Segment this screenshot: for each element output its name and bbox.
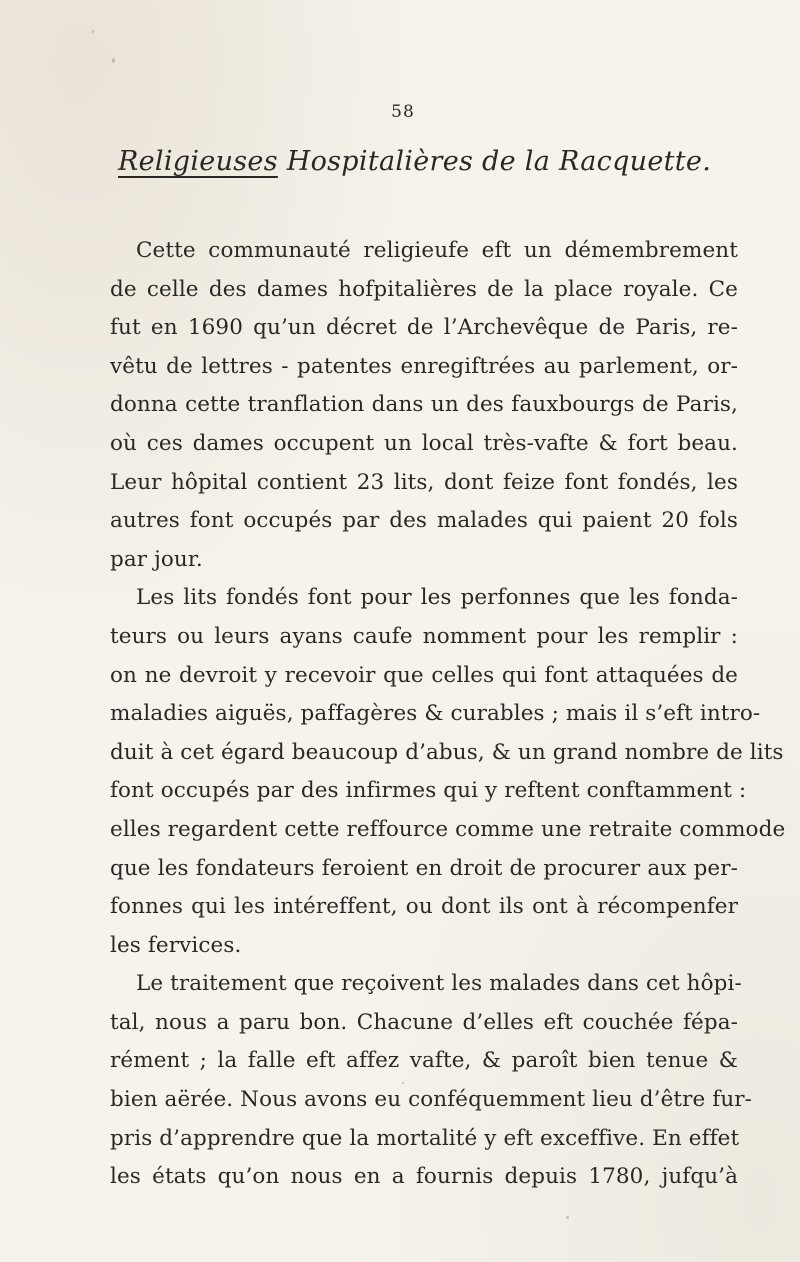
text-line: où ces dames occupent un local très-vafte & fort beau.: [110, 430, 738, 456]
text-line: Les lits fondés font pour les perfonnes que les fonda-: [136, 585, 738, 611]
text-line: donna cette tranflation dans un des fauxbourgs de Paris,: [110, 392, 738, 418]
body-text: [110, 232, 786, 1197]
text-line: les fervices.: [110, 932, 242, 958]
text-line: on ne devroit y recevoir que celles qui font attaquées de: [110, 662, 738, 688]
heading-part-1: Religieuses: [118, 146, 278, 177]
text-line: pris d’apprendre que la mortalité y eft exceffive. En effet: [110, 1125, 740, 1151]
text-line: vêtu de lettres - patentes enregiftrées au parlement, or-: [110, 353, 738, 379]
text-line: font occupés par des infirmes qui y reftent conftamment :: [110, 778, 747, 804]
paper-speck: [566, 1216, 569, 1219]
text-line: rément ; la falle eft affez vafte, & paroît bien tenue &: [110, 1048, 738, 1074]
text-line: Leur hôpital contient 23 lits, dont feize font fondés, les: [110, 469, 738, 495]
section-heading: [118, 146, 738, 177]
text-line: tal, nous a paru bon. Chacune d’elles eft couchée fépa-: [110, 1009, 738, 1035]
heading-part-2: Hospitalières de la Racquette.: [286, 146, 712, 177]
text-line: les états qu’on nous en a fournis depuis 1780, jufqu’à: [110, 1164, 738, 1190]
text-line: de celle des dames hofpitalières de la place royale. Ce: [110, 276, 738, 302]
paper-speck: [92, 30, 94, 33]
text-line: par jour.: [110, 546, 203, 572]
text-line: duit à cet égard beaucoup d’abus, & un grand nombre de lits: [110, 739, 784, 765]
text-line: fonnes qui les intéreffent, ou dont ils ont à récompenfer: [110, 894, 738, 920]
text-line: que les fondateurs feroient en droit de procurer aux per-: [110, 855, 738, 881]
text-line: Le traitement que reçoivent les malades dans cet hôpi-: [136, 971, 742, 997]
text-line: maladies aiguës, paffagères & curables ; mais il s’eft intro-: [110, 701, 761, 727]
text-line: bien aërée. Nous avons eu conféquemment lieu d’être fur-: [110, 1087, 753, 1113]
text-line: autres font occupés par des malades qui paient 20 fols: [110, 508, 738, 534]
paper-speck: [112, 58, 115, 63]
text-line: elles regardent cette reffource comme une retraite commode: [110, 816, 786, 842]
text-line: teurs ou leurs ayans caufe nomment pour les remplir :: [110, 623, 738, 649]
text-line: Cette communauté religieufe eft un démembrement: [136, 238, 738, 263]
page-number: 58: [391, 102, 415, 122]
paper-speck: [402, 1082, 404, 1084]
text-line: fut en 1690 qu’un décret de l’Archevêque de Paris, re-: [110, 315, 738, 341]
